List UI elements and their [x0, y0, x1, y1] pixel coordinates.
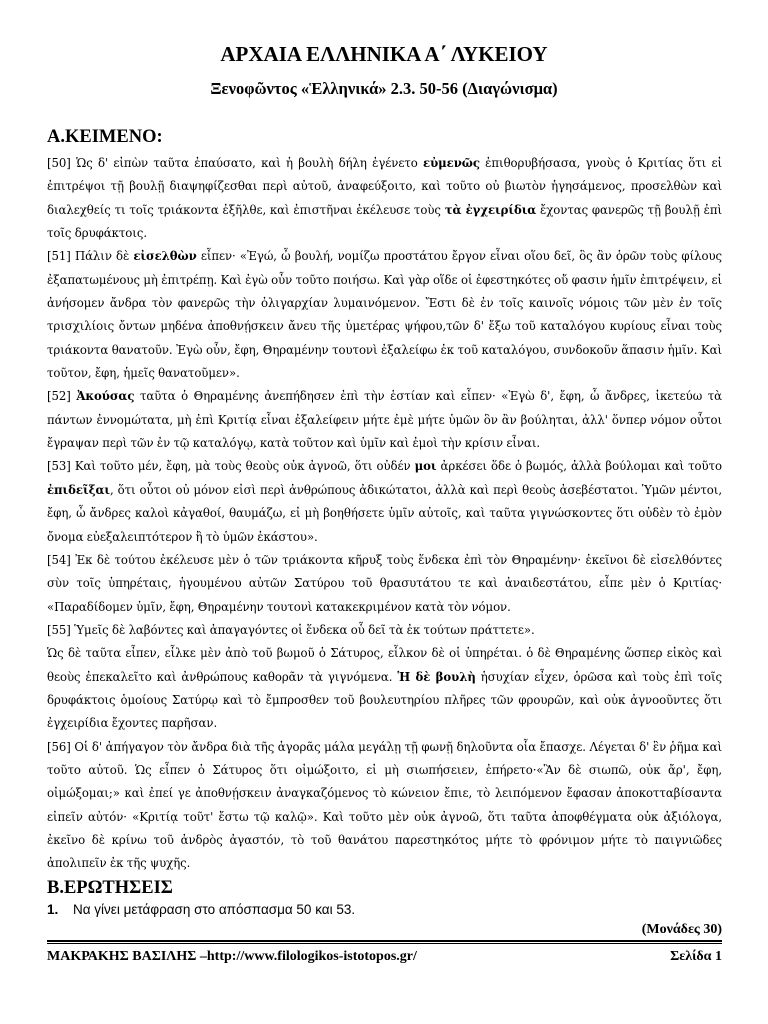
question-text: Να γίνει μετάφραση στο απόσπασμα 50 και 53. — [73, 902, 356, 917]
paragraph-marker: [56] — [47, 739, 71, 754]
paragraph-51 — [47, 245, 722, 385]
text-run: Καὶ τοῦτο μέν, ἔφη, μὰ τοὺς θεοὺς οὐκ ἀγνοῶ, ὅτι οὐδέν — [70, 459, 415, 474]
bold-word: Ἡ δὲ βουλὴ — [397, 669, 476, 684]
footer-author: ΜΑΚΡΑΚΗΣ ΒΑΣΙΛΗΣ –http://www.filologikos-istotopos.gr/ — [47, 949, 417, 964]
paragraph-marker: [52] — [47, 389, 71, 404]
bold-word: τὰ ἐγχειρίδια — [444, 202, 537, 217]
paragraph-53 — [47, 455, 722, 548]
paragraph-55 — [47, 619, 722, 642]
footer-divider-thin — [47, 943, 722, 944]
paragraph-marker: [50] — [47, 156, 71, 170]
section-b-heading: Β.ΕΡΩΤΗΣΕΙΣ — [47, 878, 173, 898]
paragraph-marker: [54] — [47, 552, 71, 567]
text-run: ἀρκέσει ὅδε ὁ βωμός, ἀλλὰ βούλομαι καὶ τοῦτο — [436, 459, 722, 474]
paragraph-54 — [47, 549, 722, 619]
question-item — [47, 900, 722, 920]
section-a-heading: Α.ΚΕΙΜΕΝΟ: — [47, 127, 163, 147]
text-run: Ὑμεῖς δὲ λαβόντες καὶ ἀπαγαγόντες οἱ ἕνδεκα οὗ δεῖ τὰ ἐκ τούτων πράττετε». — [70, 622, 535, 637]
text-run: ταῦτα ὁ Θηραμένης ἀνεπήδησεν ἐπὶ τὴν ἑστίαν καὶ εἶπεν· «Ἐγὼ δ', ἔφη, ὦ ἄνδρες, ἱκετεύω τὰ πάντων ἐννομώτατα, μὴ ἐπὶ Κριτίᾳ εἶναι ἐξαλείφειν μήτε ἐμὲ μήτε ὑμῶν ὃν ἂν βούληται, ἀλλ' ὅνπερ νόμον οὗτοι ἔγραψαν περὶ τῶν ἐν τῷ καταλόγῳ, κατὰ τοῦτον καὶ ὑμῖν καὶ ἐμοὶ τὴν κρίσιν εἶναι. — [47, 389, 722, 451]
footer-divider — [47, 940, 722, 942]
paragraph-marker: [51] — [47, 249, 71, 264]
text-run: Ὡς δὲ ταῦτα εἶπεν, εἷλκε μὲν ἀπὸ τοῦ βωμοῦ ὁ Σάτυρος, εἷλκον δὲ οἱ ὑπηρέται. ὁ δὲ Θηραμένης ὥσπερ εἰκὸς καὶ θεοὺς ἐπεκαλεῖτο καὶ ἀνθρώπους καθορᾶν τὰ γιγνόμενα. — [47, 646, 722, 684]
text-run: ἐπιθορυβήσασα, γνοὺς ὁ Κριτίας ὅτι εἰ ἐπιτρέψοι τῇ βουλῇ διαψηφίζεσθαι περὶ αὐτοῦ, ἀναφεύξοιτο, καὶ τοῦτο οὐ βιωτὸν ἡγησάμενος, προσελθὼν καὶ διαλεχθείς τι τοῖς τριάκοντα ἐξῆλθε, καὶ ἐπιστῆναι ἐκέλευσε τοὺς — [47, 156, 722, 217]
bold-word: ἐπιδεῖξαι — [47, 482, 110, 497]
paragraph-marker: [53] — [47, 459, 71, 474]
text-run: Ἐκ δὲ τούτου ἐκέλευσε μὲν ὁ τῶν τριάκοντα κῆρυξ τοὺς ἕνδεκα ἐπὶ τὸν Θηραμένην· ἐκεῖνοι δὲ εἰσελθόντες σὺν τοῖς ὑπηρέταις, ἡγουμένου αὐτῶν Σατύρου τοῦ θρασυτάτου τε καὶ ἀναιδεστάτου, εἶπε μὲν ὁ Κριτίας· «Παραδίδομεν ὑμῖν, ἔφη, Θηραμένην τουτονὶ κατακεκριμένον κατὰ τὸν νόμον. — [47, 552, 722, 614]
bold-word: Ἀκούσας — [76, 389, 135, 404]
question-number: 1. — [47, 902, 59, 917]
paragraph-56 — [47, 736, 722, 876]
ancient-text — [47, 152, 722, 876]
bold-word: μοι — [414, 459, 437, 474]
bold-word: εὐμενῶς — [423, 156, 480, 170]
text-run: Ὡς δ' εἰπὼν ταῦτα ἐπαύσατο, καὶ ἡ βουλὴ δήλη ἐγένετο — [70, 156, 424, 170]
document-title: ΑΡΧΑΙΑ ΕΛΛΗΝΙΚΑ Α΄ ΛΥΚΕΙΟΥ — [220, 42, 548, 66]
text-run: ἡσυχίαν εἶχεν, ὁρῶσα καὶ τοὺς ἐπὶ τοῖς δρυφάκτοις ὁμοίους Σατύρῳ καὶ τὸ ἔμπροσθεν τοῦ βουλευτηρίου πλῆρες τῶν φρουρῶν, καὶ οὐκ ἀγνοοῦντες ὅτι ἐγχειρίδια ἔχοντες παρῆσαν. — [47, 669, 722, 731]
paragraph-55-continued — [47, 642, 722, 735]
text-run: , ὅτι οὗτοι οὐ μόνον εἰσὶ περὶ ἀνθρώπους ἀδικώτατοι, ἀλλὰ καὶ περὶ θεοὺς ἀσεβέστατοι. Ὑμῶν μέντοι, ἔφη, ὦ ἄνδρες καλοὶ κἀγαθοί, θαυμάζω, εἰ μὴ βοηθήσετε ὑμῖν αὐτοῖς, καὶ ταῦτα γιγνώσκοντες ὅτι οὐδὲν τὸ ἐμὸν ὄνομα εὐεξαλειπτότερον ἢ τὸ ὑμῶν ἑκάστου». — [47, 482, 722, 544]
page-number: Σελίδα 1 — [670, 949, 722, 964]
paragraph-marker: [55] — [47, 622, 71, 637]
paragraph-52 — [47, 385, 722, 455]
text-run: ἔχοντας φανερῶς τῇ βουλῇ ἐπὶ τοῖς δρυφάκτοις. — [47, 202, 722, 241]
text-run: Οἱ δ' ἀπήγαγον τὸν ἄνδρα διὰ τῆς ἀγορᾶς μάλα μεγάλῃ τῇ φωνῇ δηλοῦντα οἷα ἔπασχε. Λέγεται δ' ἓν ῥῆμα καὶ τοῦτο αὐτοῦ. Ὡς εἶπεν ὁ Σάτυρος ὅτι οἰμώξοιτο, εἰ μὴ σιωπήσειεν, ἐπήρετο·«Ἂν δὲ σιωπῶ, οὐκ ἄρ', ἔφη, οἰμώξομαι;» καὶ ἐπεί γε ἀποθνῄσκειν ἀναγκαζόμενος τὸ κώνειον ἔπιε, τὸ λειπόμενον ἔφασαν ἀποκοτταβίσαντα εἰπεῖν αὐτόν· «Κριτίᾳ τοῦτ' ἔστω τῷ καλῷ». Καὶ τοῦτο μὲν οὐκ ἀγνοῶ, ὅτι ταῦτα ἀποφθέγματα οὐκ ἀξιόλογα, ἐκεῖνο δὲ κρίνω τοῦ ἀνδρὸς ἀγαστόν, τὸ τοῦ θανάτου παρεστηκότος μήτε τὸ φρόνιμον μήτε τὸ παιγνιῶδες ἀπολιπεῖν ἐκ τῆς ψυχῆς. — [47, 739, 722, 871]
paragraph-50 — [47, 152, 722, 245]
document-subtitle: Ξενοφῶντος «Ἑλληνικά» 2.3. 50-56 (Διαγώνισμα) — [210, 79, 558, 98]
points-label: (Μονάδες 30) — [641, 922, 722, 937]
bold-word: εἰσελθὼν — [133, 249, 197, 264]
text-run: Πάλιν δὲ — [70, 249, 134, 264]
text-run: εἶπεν· «Ἐγώ, ὦ βουλή, νομίζω προστάτου ἔργον εἶναι οἵου δεῖ, ὃς ἂν ὁρῶν τοὺς φίλους ἐξαπατωμένους μὴ ἐπιτρέπῃ. Καὶ ἐγὼ οὖν τοῦτο ποιήσω. Καὶ γὰρ οἵδε οἱ ἐφεστηκότες οὔ φασιν ἡμῖν ἐπιτρέψειν, εἰ ἀνήσομεν ἄνδρα τὸν φανερῶς τὴν ὀλιγαρχίαν λυμαινόμενον. Ἔστι δὲ ἐν τοῖς καινοῖς νόμοις τῶν μὲν ἐν τοῖς τρισχιλίοις ὄντων μηδένα ἀποθνῄσκειν ἄνευ τῆς ὑμετέρας ψήφου,τῶν δ' ἔξω τοῦ καταλόγου κυρίους εἶναι τοὺς τριάκοντα θανατοῦν. Ἐγὼ οὖν, ἔφη, Θηραμένην τουτονὶ ἐξαλείφω ἐκ τοῦ καταλόγου, συνδοκοῦν ἅπασιν ἡμῖν. Καὶ τοῦτον, ἔφη, ἡμεῖς θανατοῦμεν». — [47, 249, 722, 381]
